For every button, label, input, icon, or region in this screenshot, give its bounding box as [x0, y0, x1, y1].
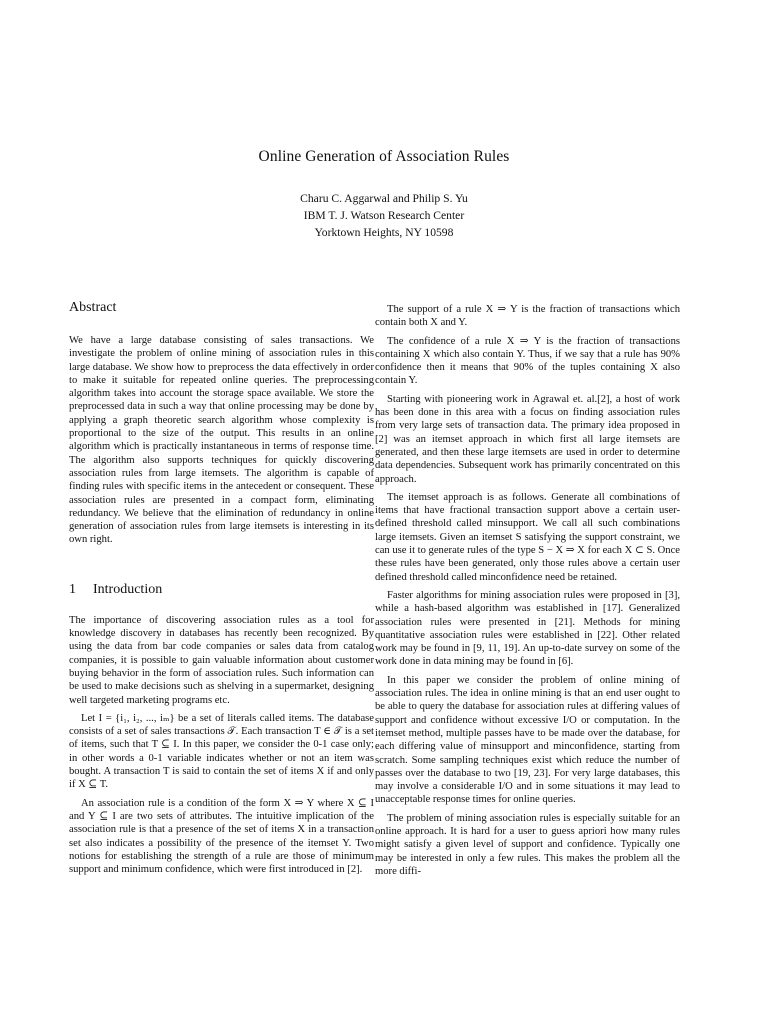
author-block — [0, 190, 768, 241]
affiliation: IBM T. J. Watson Research Center — [303, 209, 465, 222]
abstract-text: We have a large database consisting of sales transactions. We investigate the problem of online mining of association rules in this large database. We show how to preprocess the data effectively in order to make it suitable for repeated online queries. The preprocessing algorithm takes into account the storage space available. We store the preprocessed data in such a way that online processing may be done by applying a graph theoretic search algorithm whose complexity is proportional to the size of the output. This results in an online algorithm which is practically instantaneous in terms of response time. The algorithm also supports techniques for quickly discovering association rules from large itemsets. The algorithm is capable of finding rules with specific items in the antecedent or consequent. These association rules are presented in a compact form, eliminating redundancy. We believe that the elimination of redundancy in online generation of association rules from large itemsets is interesting in its own right. — [69, 335, 374, 546]
abstract-heading: Abstract — [69, 300, 117, 315]
right-paragraph-2: The confidence of a rule X ⇒ Y is the fraction of transactions containing X which also contain Y. Thus, if we say that a rule has 90% confidence then it means that 90% of the tuples containing X also contain Y. — [375, 335, 680, 387]
left-column — [69, 300, 374, 881]
right-paragraph-6: In this paper we consider the problem of online mining of association rules. The idea in online mining is that an end user ought to be able to query the database for association rules at differing values of support and confidence without excessive I/O or computation. In the itemset method, multiple passes have to be made over the database, for each differing value of minsupport and minconfidence, starting from scratch. Some sampling techniques exist which reduce the number of passes over the database to two [19, 23]. For very large databases, this may involve a considerable I/O and in some situations it may lead to unacceptable response times for online queries. — [375, 674, 680, 806]
right-paragraph-5: Faster algorithms for mining association rules were proposed in [3], while a hash-based algorithm was established in [17]. Generalized association rules were presented in [21]. Methods for mining quantitative association rules were established in [22]. Other related work may be found in [9, 11, 19]. An up-to-date survey on some of the work done in data mining may be found in [6]. — [375, 589, 680, 668]
authors: Charu C. Aggarwal and Philip S. Yu — [300, 192, 468, 205]
section-title: Introduction — [93, 581, 163, 597]
section-heading-introduction — [69, 582, 374, 598]
right-paragraph-7: The problem of mining association rules is especially suitable for an online approach. It is hard for a user to guess apriori how many rules might satisfy a given level of support and confidence. Typically one may be interested in only a few rules. This makes the problem all the more diffi- — [375, 812, 680, 877]
section-number: 1 — [69, 581, 76, 597]
right-paragraph-3: Starting with pioneering work in Agrawal et. al.[2], a host of work has been done in this area with a focus on finding association rules from very large sets of transaction data. The primary idea proposed in [2] was an itemset approach in which first all large itemsets are generated, and then these large itemsets are used in order to determine data dependencies. Subsequent work has primarily concentrated on this approach. — [375, 393, 680, 485]
intro-paragraph-3: An association rule is a condition of the form X ⇒ Y where X ⊆ I and Y ⊆ I are two sets of attributes. The intuitive implication of the association rule is that a presence of the set of items X in a transaction set also indicates a possibility of the presence of the itemset Y. Two notions for establishing the strength of a rule are those of minimum support and minimum confidence, which were first introduced in [2]. — [69, 797, 374, 876]
intro-paragraph-1: The importance of discovering association rules as a tool for knowledge discovery in databases has recently been recognized. By using the data from bar code companies or sales data from catalog companies, it is possible to gain valuable information about customer buying behavior in the form of association rules. Such information can be used to make decisions such as shelving in a supermarket, designing well targeted marketing programs etc. — [69, 614, 374, 706]
paper-title: Online Generation of Association Rules — [258, 148, 510, 165]
location: Yorktown Heights, NY 10598 — [314, 226, 454, 239]
right-paragraph-4: The itemset approach is as follows. Generate all combinations of items that have fractional transaction support above a certain user-defined threshold called minsupport. We call all such combinations large itemsets. Given an itemset S satisfying the support constraint, we can use it to generate rules of the type S − X ⇒ X for each X ⊂ S. Once these rules have been generated, only those rules above a certain user defined threshold called minconfidence need be retained. — [375, 491, 680, 583]
right-column — [375, 300, 680, 883]
intro-paragraph-2: Let I = {i₁, i₂, ..., iₘ} be a set of literals called items. The database consists of a set of sales transactions 𝒯. Each transaction T ∈ 𝒯 is a set of items, such that T ⊆ I. In this paper, we consider the 0-1 case only; in other words a 0-1 variable indicates whether or not an item was bought. A transaction T is said to contain the set of items X if and only if X ⊆ T. — [69, 712, 374, 791]
right-paragraph-1: The support of a rule X ⇒ Y is the fraction of transactions which contain both X and Y. — [375, 304, 680, 329]
